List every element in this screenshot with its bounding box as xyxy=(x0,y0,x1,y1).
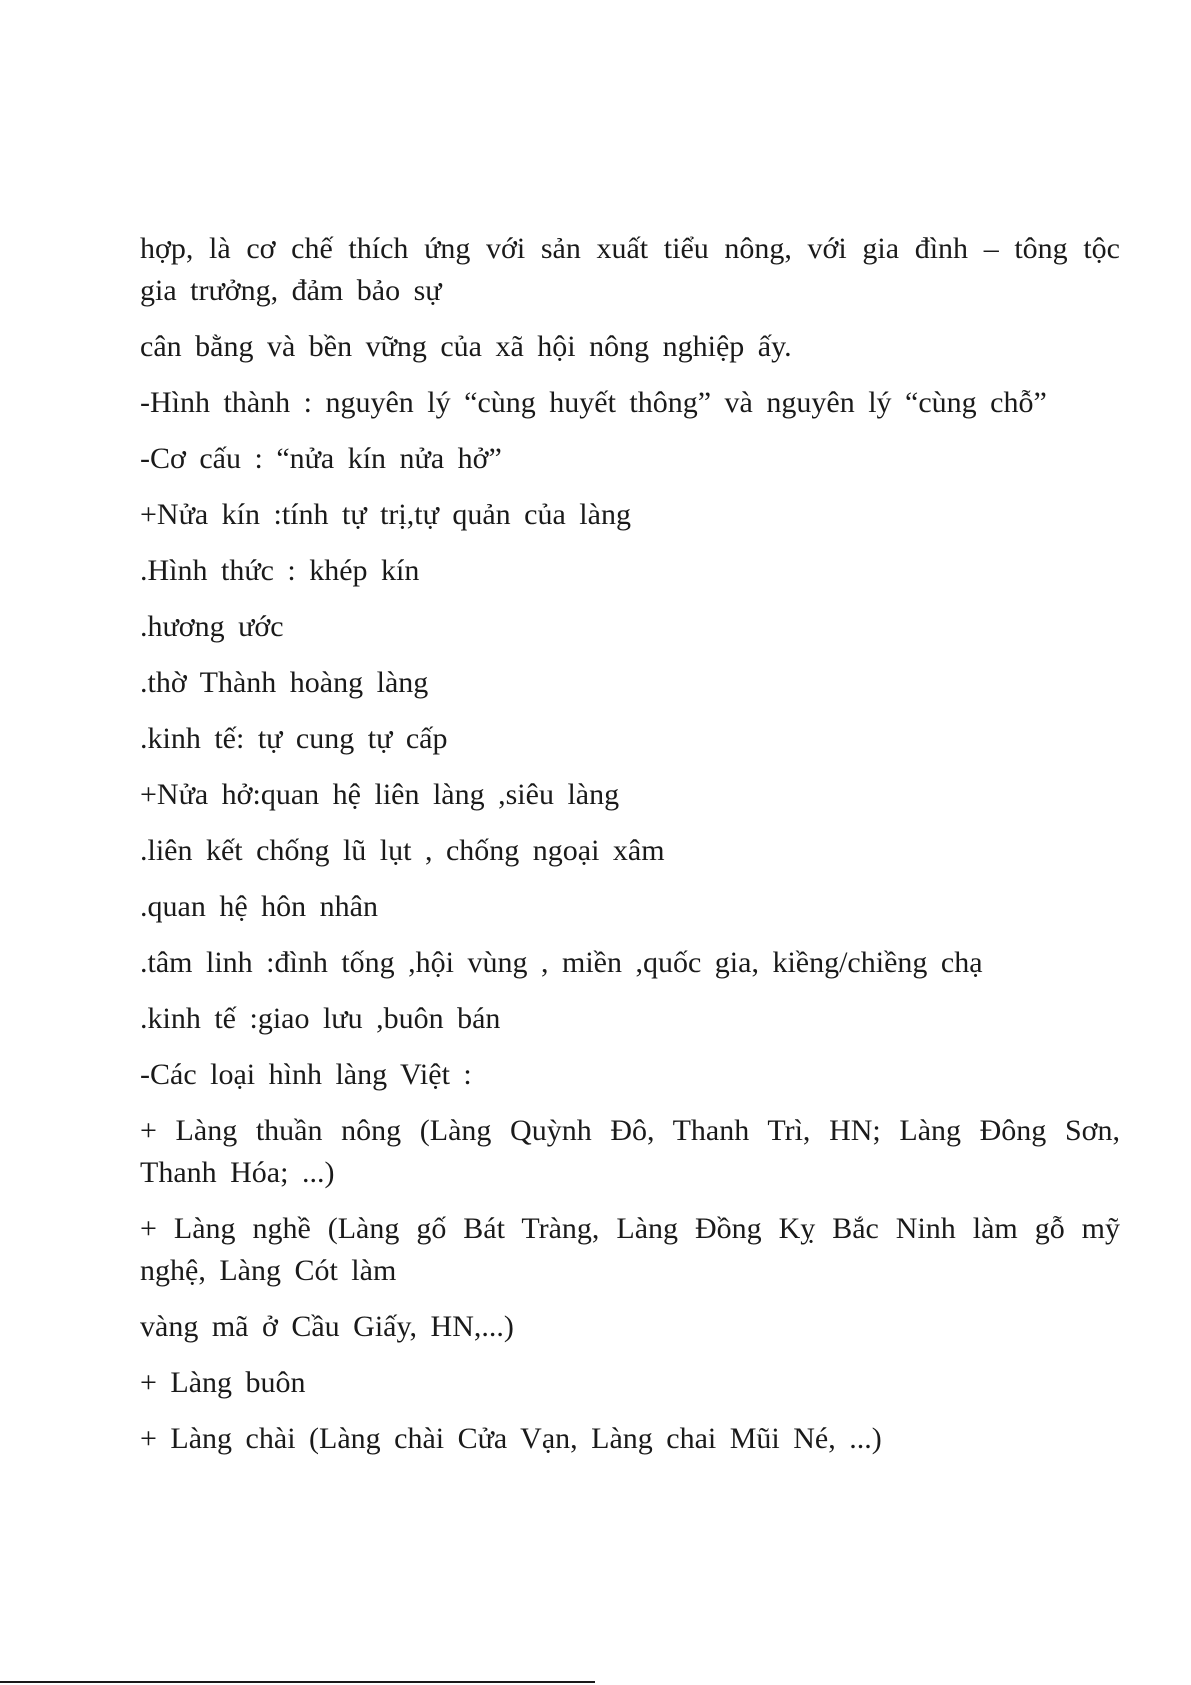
document-body xyxy=(140,228,1120,1474)
text-line-18: vàng mã ở Cầu Giấy, HN,...) xyxy=(140,1310,514,1343)
text-line-20: + Làng chài (Làng chài Cửa Vạn, Làng chai Mũi Né, ...) xyxy=(140,1422,882,1455)
text-line-8: .thờ Thành hoàng làng xyxy=(140,666,429,699)
text-line-1: hợp, là cơ chế thích ứng với sản xuất tiểu nông, với gia đình – tông tộc gia trưởng, đảm bảo sự xyxy=(140,232,1120,307)
text-line-17: + Làng nghề (Làng gố Bát Tràng, Làng Đồng Kỵ Bắc Ninh làm gỗ mỹ nghệ, Làng Cót làm xyxy=(140,1212,1120,1287)
text-line-15: -Các loại hình làng Việt : xyxy=(140,1058,472,1091)
footnote-separator-rule xyxy=(0,1681,595,1683)
text-line-10: +Nửa hở:quan hệ liên làng ,siêu làng xyxy=(140,778,620,811)
text-line-6: .Hình thức : khép kín xyxy=(140,554,420,587)
text-line-7: .hương ước xyxy=(140,610,284,643)
text-line-5: +Nửa kín :tính tự trị,tự quản của làng xyxy=(140,498,631,531)
text-line-14: .kinh tế :giao lưu ,buôn bán xyxy=(140,1002,501,1035)
text-line-19: + Làng buôn xyxy=(140,1366,306,1399)
text-line-12: .quan hệ hôn nhân xyxy=(140,890,378,923)
text-line-16: + Làng thuần nông (Làng Quỳnh Đô, Thanh Trì, HN; Làng Đông Sơn, Thanh Hóa; ...) xyxy=(140,1114,1120,1189)
text-line-3: -Hình thành : nguyên lý “cùng huyết thông” và nguyên lý “cùng chỗ” xyxy=(140,386,1047,419)
text-line-4: -Cơ cấu : “nửa kín nửa hở” xyxy=(140,442,502,475)
text-line-13: .tâm linh :đình tống ,hội vùng , miền ,quốc gia, kiềng/chiềng chạ xyxy=(140,946,983,979)
text-line-2: cân bằng và bền vững của xã hội nông nghiệp ấy. xyxy=(140,330,792,363)
text-line-9: .kinh tế: tự cung tự cấp xyxy=(140,722,448,755)
text-line-11: .liên kết chống lũ lụt , chống ngoại xâm xyxy=(140,834,665,867)
